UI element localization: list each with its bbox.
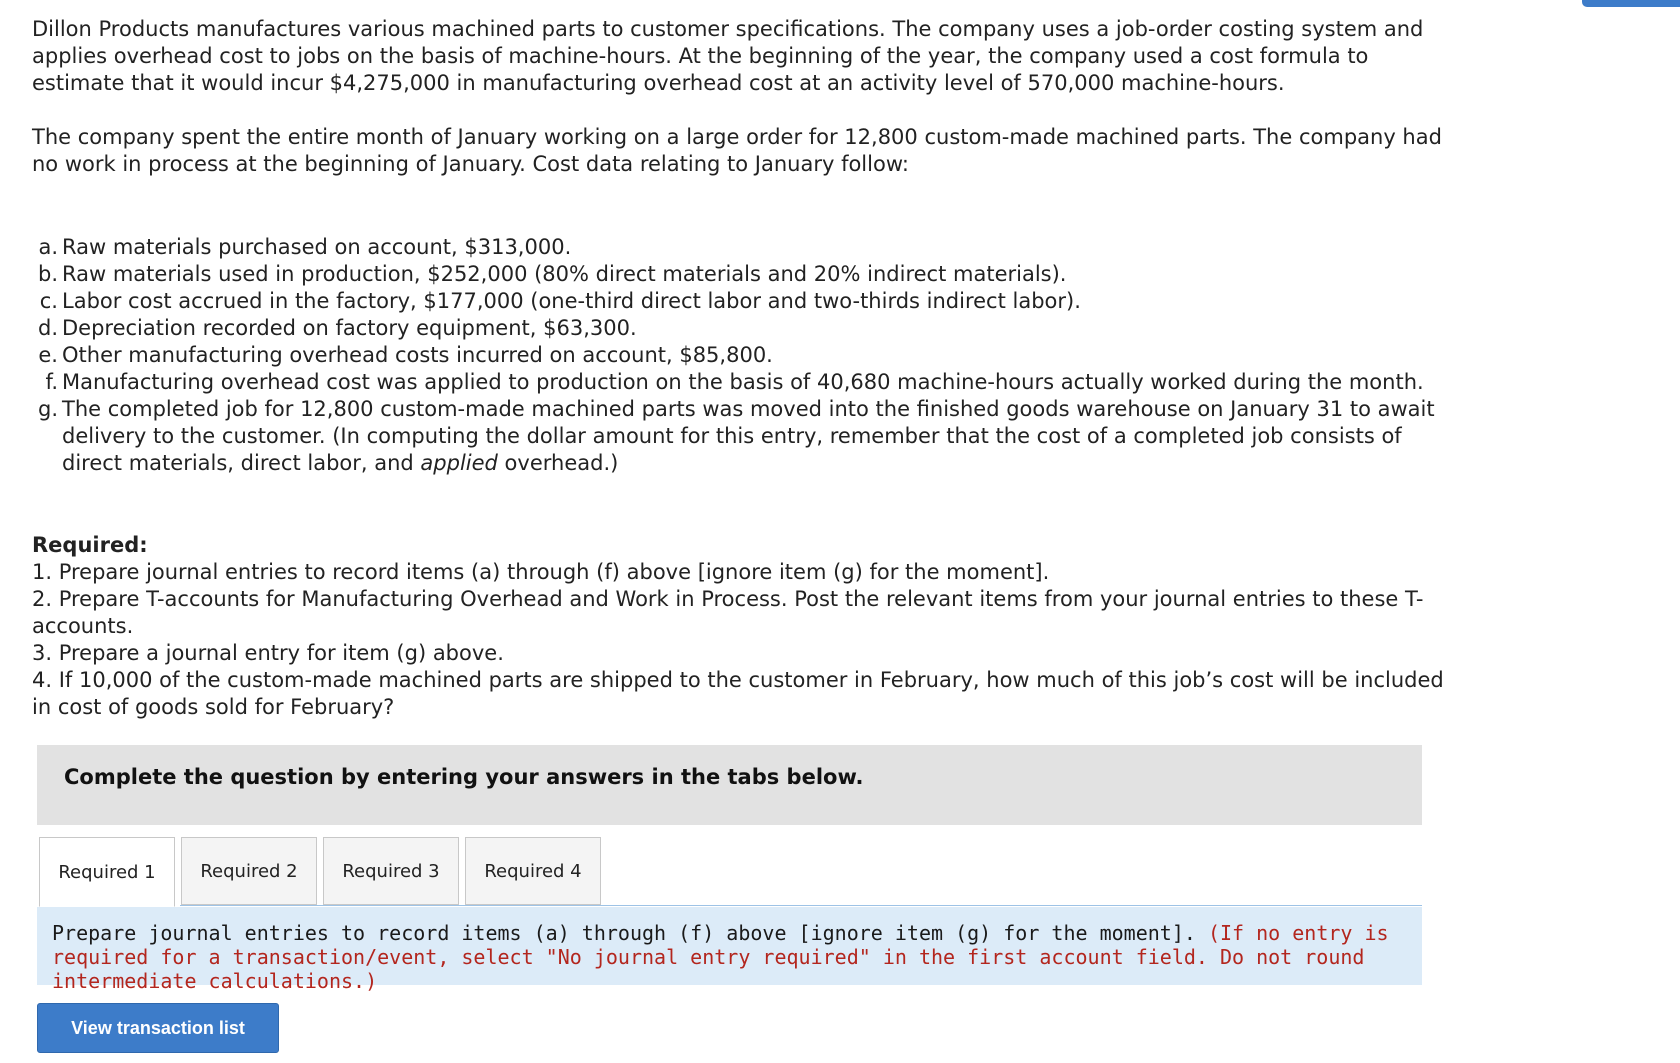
item-text: The completed job for 12,800 custom-made machined parts was moved into the finished goods warehouse on January 31 to await delivery to the customer. (In computing the dollar amount for this entry, remember that the cost of a completed job consists of direct materials, direct labor, and (62, 397, 1435, 475)
required-heading: Required: (32, 533, 148, 557)
tab-required-3[interactable]: Required 3 (323, 837, 459, 905)
panel-heading: Complete the question by entering your answers in the tabs below. (64, 765, 864, 789)
item-letter: b. (37, 262, 58, 286)
item-letter: g. (37, 397, 58, 421)
list-item (32, 288, 1452, 315)
intro-paragraph: Dillon Products manufactures various machined parts to customer specifications. The company uses a job-order costing system and applies overhead cost to jobs on the basis of machine-hours. At the beginning of the year, the company used a cost formula to estimate that it would incur $4,275,000 in manufacturing overhead cost at an activity level of 570,000 machine-hours. (32, 17, 1424, 95)
required-list (32, 559, 1452, 721)
item-text: Raw materials used in production, $252,000 (80% direct materials and 20% indirect materials). (62, 262, 1067, 286)
list-item (32, 234, 1452, 261)
item-text-end: overhead.) (497, 451, 619, 475)
item-text: Raw materials purchased on account, $313,000. (62, 235, 572, 259)
list-item (32, 396, 1452, 477)
required-item: 3. Prepare a journal entry for item (g) above. (32, 641, 504, 665)
item-text: Labor cost accrued in the factory, $177,000 (one-third direct labor and two-thirds indirect labor). (62, 289, 1081, 313)
item-letter: d. (37, 316, 58, 340)
corner-accent (1582, 0, 1680, 7)
required-item: 1. Prepare journal entries to record items (a) through (f) above [ignore item (g) for the moment]. (32, 560, 1050, 584)
list-item (32, 315, 1452, 342)
tab-required-2[interactable]: Required 2 (181, 837, 317, 905)
item-text: Manufacturing overhead cost was applied to production on the basis of 40,680 machine-hours actually worked during the month. (62, 370, 1424, 394)
item-letter: c. (39, 289, 58, 313)
tab-underline (180, 905, 1422, 906)
required-section (32, 532, 1452, 721)
list-item (32, 342, 1452, 369)
item-text: Other manufacturing overhead costs incurred on account, $85,800. (62, 343, 773, 367)
item-emphasis: applied (420, 451, 498, 475)
required-item: 4. If 10,000 of the custom-made machined parts are shipped to the customer in February, how much of this job’s cost will be included in cost of goods sold for February? (32, 668, 1444, 719)
item-letter: f. (45, 370, 58, 394)
tab-required-1[interactable]: Required 1 (39, 837, 175, 907)
view-transaction-list-button[interactable]: View transaction list (37, 1003, 279, 1053)
instruction-text: Prepare journal entries to record items (a) through (f) above [ignore item (g) for the moment]. (52, 921, 1196, 945)
item-letter: a. (38, 235, 58, 259)
list-item (32, 369, 1452, 396)
cost-data-list (32, 234, 1452, 477)
list-item (32, 261, 1452, 288)
required-item: 2. Prepare T-accounts for Manufacturing Overhead and Work in Process. Post the relevant items from your journal entries to these T-accounts. (32, 587, 1424, 638)
january-paragraph: The company spent the entire month of January working on a large order for 12,800 custom-made machined parts. The company had no work in process at the beginning of January. Cost data relating to January follow: (32, 125, 1442, 176)
instruction-note: (If no entry is required for a transaction/event, select "No journal entry required" in the first account field. Do not round intermediate calculations.) (52, 921, 1389, 993)
instructions-panel (37, 745, 1422, 825)
problem-content (32, 16, 1452, 721)
item-letter: e. (38, 343, 58, 367)
item-text: Depreciation recorded on factory equipment, $63,300. (62, 316, 637, 340)
tab-instruction (37, 907, 1422, 993)
tab-required-4[interactable]: Required 4 (465, 837, 601, 905)
